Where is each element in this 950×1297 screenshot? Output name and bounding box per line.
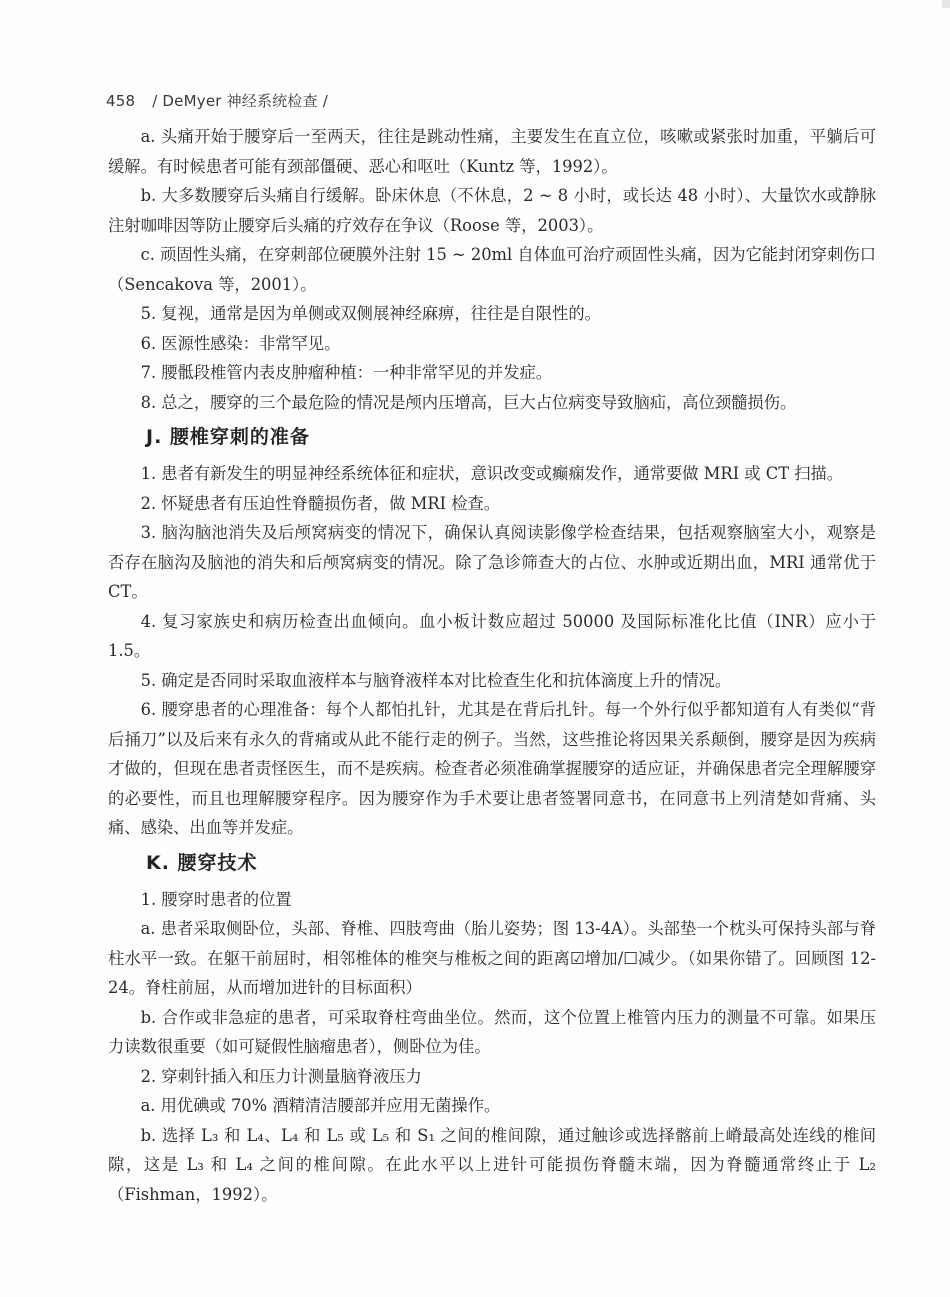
- paragraph-k1: 1. 腰穿时患者的位置: [140, 889, 292, 909]
- paragraph-7-tumor-implant: 7. 腰骶段椎管内表皮肿瘤种植：一种非常罕见的并发症。: [140, 363, 553, 382]
- running-header: [106, 90, 328, 111]
- paragraph-k2b: b. 选择 L₃ 和 L₄、L₄ 和 L₅ 或 L₅ 和 S₁ 之间的椎间隙，通过触诊或选择髂前上嵴最高处连线的椎间隙，这是 L₃ 和 L₄ 之间的椎间隙。在此水平以上进针可能损伤脊髓末端，因为脊髓通常终止于 L₂（Fishman，1992）。: [108, 1125, 876, 1204]
- paragraph-k1b: b. 合作或非急症的患者，可采取脊柱弯曲坐位。然而，这个位置上椎管内压力的测量不可靠。如果压力读数很重要（如可疑假性脑瘤患者），侧卧位为佳。: [108, 1007, 876, 1056]
- paragraph-a-headache: a. 头痛开始于腰穿后一至两天，往往是跳动性痛，主要发生在直立位，咳嗽或紧张时加重，平躺后可缓解。有时候患者可能有颈部僵硬、恶心和呕吐（Kuntz 等，1992）。: [108, 127, 876, 176]
- paragraph-k1a: a. 患者采取侧卧位，头部、脊椎、四肢弯曲（胎儿姿势；图 13-4A）。头部垫一个枕头可保持头部与脊柱水平一致。在躯干前屈时，相邻椎体的椎突与椎板之间的距离☑增加/☐减少。（如果你错了。回顾图 12-24。脊柱前屈，从而增加进针的目标面积）: [108, 919, 876, 997]
- page-number: 458: [106, 92, 136, 110]
- paragraph-k2a: a. 用优碘或 70% 酒精清洁腰部并应用无菌操作。: [140, 1096, 501, 1115]
- scan-corner-mark: [942, 0, 950, 8]
- paragraph-j6: 6. 腰穿患者的心理准备：每个人都怕扎针，尤其是在背后扎针。每一个外行似乎都知道有人有类似“背后捅刀”以及后来有永久的背痛或从此不能行走的例子。当然，这些推论将因果关系颠倒，腰穿是因为疾病才做的，但现在患者责怪医生，而不是疾病。检查者必须准确掌握腰穿的适应证，并确保患者完全理解腰穿的必要性，而且也理解腰穿程序。因为腰穿作为手术要让患者签署同意书，在同意书上列清楚如背痛、头痛、感染、出血等并发症。: [108, 700, 876, 837]
- paragraph-b-headache-relief: b. 大多数腰穿后头痛自行缓解。卧床休息（不休息，2 ~ 8 小时，或长达 48 小时）、大量饮水或静脉注射咖啡因等防止腰穿后头痛的疗效存在争议（Roose 等，2003）。: [108, 186, 876, 235]
- paragraph-j1: 1. 患者有新发生的明显神经系统体征和症状，意识改变或癫痫发作，通常要做 MRI 或 CT 扫描。: [140, 464, 844, 483]
- paragraph-c-refractory-headache: c. 顽固性头痛，在穿刺部位硬膜外注射 15 ~ 20ml 自体血可治疗顽固性头痛，因为它能封闭穿刺伤口（Sencakova 等，2001）。: [108, 245, 876, 294]
- section-heading-j: J. 腰椎穿刺的准备: [146, 426, 310, 448]
- book-title: / DeMyer 神经系统检查 /: [152, 92, 329, 110]
- section-heading-k: K. 腰穿技术: [146, 851, 258, 874]
- paragraph-j2: 2. 怀疑患者有压迫性脊髓损伤者，做 MRI 检查。: [140, 493, 501, 513]
- paragraph-j5: 5. 确定是否同时采取血液样本与脑脊液样本对比检查生化和抗体滴度上升的情况。: [140, 670, 732, 690]
- paragraph-6-infection: 6. 医源性感染：非常罕见。: [140, 333, 341, 353]
- paragraph-5-diplopia: 5. 复视，通常是因为单侧或双侧展神经麻痹，往往是自限性的。: [140, 304, 601, 323]
- body-text: [108, 122, 876, 1209]
- paragraph-j3: 3. 脑沟脑池消失及后颅窝病变的情况下，确保认真阅读影像学检查结果，包括观察脑室大小，观察是否存在脑沟及脑池的消失和后颅窝病变的情况。除了急诊筛查大的占位、水肿或近期出血，MRI 通常优于 CT。: [108, 523, 876, 601]
- paragraph-8-summary: 8. 总之，腰穿的三个最危险的情况是颅内压增高，巨大占位病变导致脑疝，高位颈髓损伤。: [140, 392, 797, 412]
- paragraph-j4: 4. 复习家族史和病历检查出血倾向。血小板计数应超过 50000 及国际标准化比值（INR）应小于 1.5。: [108, 611, 876, 660]
- paragraph-k2: 2. 穿刺针插入和压力计测量脑脊液压力: [140, 1066, 422, 1086]
